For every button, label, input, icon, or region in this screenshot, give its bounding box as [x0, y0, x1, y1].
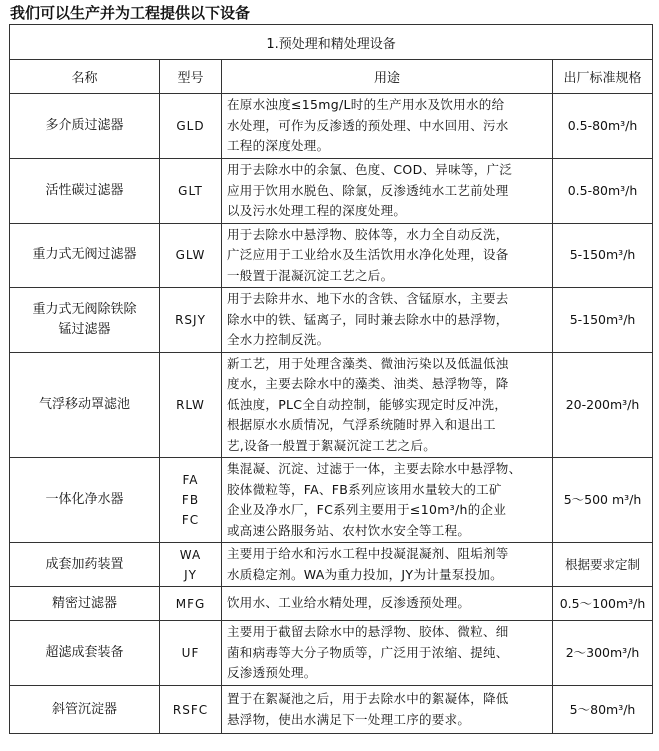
equipment-spec: 根据要求定制 [553, 543, 653, 587]
equipment-spec: 5～500 m³/h [553, 458, 653, 543]
equipment-model [160, 543, 222, 587]
equipment-model [160, 458, 222, 543]
column-header-use: 用途 [222, 60, 553, 94]
equipment-name-line: 一体化净水器 [45, 492, 124, 507]
equipment-model-line: FA [182, 473, 199, 487]
equipment-model-line: RSJY [175, 312, 206, 327]
section-title: 1.预处理和精处理设备 [10, 25, 653, 60]
equipment-use-line: 置于在絮凝池之后，用于去除水中的絮凝体，降低 [227, 691, 509, 706]
equipment-name [10, 621, 160, 686]
equipment-name-line: 成套加药装置 [45, 556, 124, 572]
equipment-use-line: 全水力控制反洗。 [227, 332, 330, 347]
equipment-spec: 5-150m³/h [553, 288, 653, 353]
equipment-spec: 5～80m³/h [553, 686, 653, 734]
equipment-spec: 0.5-80m³/h [553, 159, 653, 224]
equipment-name-line: 超滤成套装备 [45, 645, 124, 660]
table-row [10, 686, 653, 734]
equipment-use-line: 水处理，可作为反渗透的预处理、中水回用、污水 [227, 117, 509, 133]
table-row [10, 587, 653, 621]
equipment-use-line: 新工艺，用于处理含藻类、微油污染以及低温低浊 [227, 355, 509, 371]
column-header-name: 名称 [10, 60, 160, 94]
page-title: 我们可以生产并为工程提供以下设备 [10, 4, 251, 22]
table-row [10, 543, 653, 587]
equipment-model-line: WA [179, 547, 202, 562]
table-row [10, 621, 653, 686]
equipment-name-line: 重力式无阀过滤器 [32, 247, 137, 263]
equipment-model-line: GLD [176, 119, 205, 133]
equipment-use [222, 458, 553, 543]
table-row [10, 159, 653, 224]
equipment-use-line: 一般置于混凝沉淀工艺之后。 [227, 267, 394, 283]
equipment-use-line: 主要用于截留去除水中的悬浮物、胶体、微粒、细 [227, 624, 509, 640]
equipment-spec: 20-200m³/h [553, 352, 653, 458]
equipment-use [222, 543, 553, 587]
equipment-name [10, 458, 160, 543]
equipment-use-line: 悬浮物，使出水满足下一处理工序的要求。 [227, 711, 471, 727]
equipment-model-line: FB [181, 493, 200, 507]
equipment-name-line: 精密过滤器 [51, 595, 117, 611]
equipment-use-line: 反渗透预处理。 [227, 665, 317, 681]
equipment-use-line: 工程的深度处理。 [227, 138, 330, 154]
equipment-table [9, 24, 653, 734]
equipment-model-line: GLT [178, 183, 203, 198]
equipment-model-line: MFG [175, 596, 206, 611]
equipment-use [222, 352, 553, 458]
equipment-model [160, 288, 222, 353]
equipment-spec: 0.5-80m³/h [553, 94, 653, 159]
equipment-name-line: 锰过滤器 [58, 321, 111, 337]
equipment-use-line: 用于去除水中的余氯、色度、COD、异味等，广泛 [227, 162, 513, 177]
equipment-use-line: 企业及净水厂，FC系列主要用于≤10m³/h的企业 [227, 502, 507, 517]
header-row [10, 60, 653, 94]
equipment-use [222, 159, 553, 224]
equipment-model [160, 352, 222, 458]
equipment-name-line: 重力式无阀除铁除 [32, 301, 137, 317]
column-header-model: 型号 [160, 60, 222, 94]
equipment-model [160, 587, 222, 621]
section-row [10, 25, 653, 60]
equipment-name-line: 多介质过滤器 [45, 118, 124, 133]
equipment-name [10, 543, 160, 587]
equipment-name [10, 352, 160, 458]
equipment-use-line: 集混凝、沉淀、过滤于一体，主要去除水中悬浮物、 [227, 461, 522, 476]
equipment-model [160, 223, 222, 288]
equipment-model-line: UF [181, 646, 200, 660]
equipment-name-line: 斜管沉淀器 [51, 701, 117, 717]
equipment-model-line: GLW [175, 248, 206, 263]
table-row [10, 288, 653, 353]
equipment-use-line: 应用于饮用水脱色、除氯，反渗透纯水工艺前处理 [227, 182, 509, 198]
column-header-spec: 出厂标准规格 [553, 60, 653, 94]
equipment-name [10, 94, 160, 159]
equipment-name [10, 288, 160, 353]
equipment-use-line: 用于去除水中悬浮物、胶体等，水力全自动反洗， [227, 226, 509, 242]
equipment-use-line: 菌和病毒等大分子物质等，广泛用于浓缩、提纯、 [227, 644, 509, 660]
equipment-use-line: 在原水浊度≤15mg/L时的生产用水及饮用水的给 [227, 97, 505, 113]
equipment-use [222, 94, 553, 159]
table-row [10, 94, 653, 159]
equipment-use-line: 以及污水处理工程的深度处理。 [227, 203, 407, 218]
table-row [10, 352, 653, 458]
equipment-model [160, 159, 222, 224]
equipment-spec: 5-150m³/h [553, 223, 653, 288]
equipment-use-line: 除水中的铁、锰离子，同时兼去除水中的悬浮物， [227, 311, 509, 327]
equipment-model-line: FC [181, 513, 200, 527]
equipment-use [222, 621, 553, 686]
equipment-model [160, 621, 222, 686]
equipment-name [10, 686, 160, 734]
equipment-use-line: 广泛应用于工业给水及生活饮用水净化处理，设备 [227, 247, 509, 262]
equipment-model-line: RLW [176, 397, 205, 412]
table-row [10, 223, 653, 288]
equipment-use [222, 686, 553, 734]
equipment-use-line: 根据原水水质情况，气浮系统随时界入和退出工 [227, 417, 496, 432]
equipment-name-line: 气浮移动罩滤池 [38, 396, 130, 412]
equipment-use-line: 主要用于给水和污水工程中投凝混凝剂、阻垢剂等 [227, 546, 509, 561]
equipment-use-line: 度水，主要去除水中的藻类、油类、悬浮物等，降 [227, 376, 509, 391]
equipment-use-line: 胶体微粒等，FA、FB系列应该用水量较大的工矿 [227, 481, 502, 497]
equipment-model [160, 686, 222, 734]
equipment-use-line: 低浊度，PLC全自动控制，能够实现定时反冲洗， [227, 396, 508, 412]
equipment-use-line: 饮用水、工业给水精处理，反渗透预处理。 [227, 595, 471, 611]
equipment-spec: 0.5～100m³/h [553, 587, 653, 621]
table-body [10, 25, 653, 734]
equipment-name-line: 活性碳过滤器 [45, 182, 124, 198]
equipment-use [222, 587, 553, 621]
equipment-use-line: 用于去除井水、地下水的含铁、含锰原水，主要去 [227, 291, 509, 306]
equipment-model-line: JY [184, 567, 197, 582]
equipment-use [222, 288, 553, 353]
equipment-name [10, 587, 160, 621]
equipment-spec: 2～300m³/h [553, 621, 653, 686]
equipment-use-line: 艺,设备一般置于絮凝沉淀工艺之后。 [227, 437, 437, 453]
equipment-use-line: 水质稳定剂。WA为重力投加，JY为计量泵投加。 [227, 566, 503, 582]
equipment-model [160, 94, 222, 159]
equipment-name [10, 223, 160, 288]
equipment-model-line: RSFC [172, 702, 209, 717]
equipment-name [10, 159, 160, 224]
table-row [10, 458, 653, 543]
equipment-use [222, 223, 553, 288]
equipment-use-line: 或高速公路服务站、农村饮水安全等工程。 [227, 522, 471, 538]
